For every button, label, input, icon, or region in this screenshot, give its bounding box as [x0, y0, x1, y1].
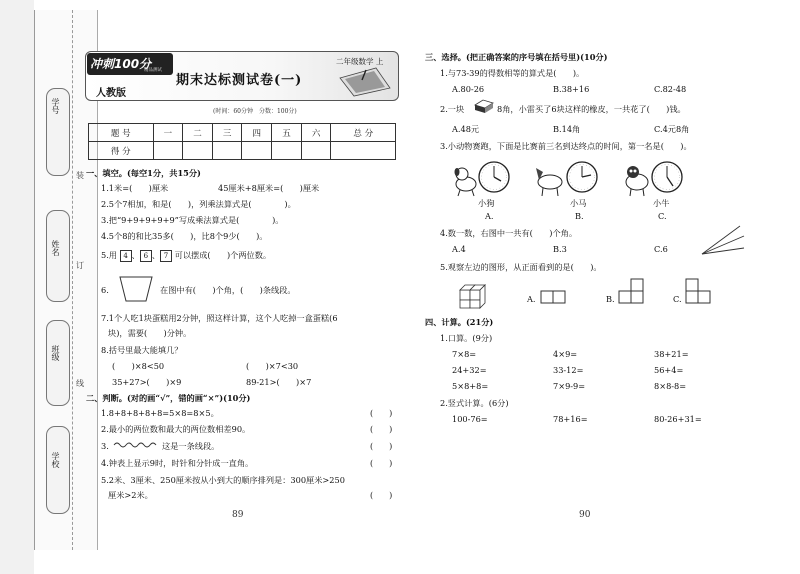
class-label: 班级 [51, 345, 60, 361]
answer-blank[interactable]: ( ) [370, 459, 393, 468]
animal-label-horse: 小马 [570, 198, 587, 208]
s1-q1-a: 1.1米=( )厘米 [101, 183, 169, 193]
score-cell[interactable] [301, 142, 331, 160]
s3-q5-opt-c: C. [673, 294, 682, 304]
s1-q4: 4.5个8的和比35多( )，比8个9少( )。 [101, 231, 268, 241]
s1-q5: 5.用 4 、 6 、 7 可以摆成( )个两位数。 [101, 250, 272, 260]
paper-title: 期末达标测试卷(一) [176, 73, 303, 88]
s2-item2: 2.最小的两位数和最大的两位数相差90。 [101, 424, 251, 434]
score-cell[interactable] [212, 142, 242, 160]
s2-item1: 1.8+8+8+8+8=5×8=8×5。 [101, 408, 219, 418]
answer-blank[interactable]: ( ) [370, 442, 393, 451]
edition-label: 人教版 [96, 88, 126, 99]
angle-rays-figure [700, 224, 746, 258]
s3-q4-opt-c: C.6 [654, 244, 668, 254]
name-tab [46, 210, 70, 302]
clock-dog-icon [477, 160, 511, 194]
animal-label-cow: 小牛 [653, 198, 670, 208]
student-id-label: 学号 [51, 98, 60, 114]
s3-q4: 4.数一数，右图中一共有( )个角。 [440, 228, 578, 238]
score-head-6: 六 [301, 124, 331, 142]
score-row-label: 得 分 [89, 142, 154, 160]
clock-horse-icon [565, 160, 599, 194]
s1-q8-item4: 89-21>( )×7 [246, 377, 312, 387]
s2-item3: 这是一条线段。 [162, 441, 220, 451]
s1-q5-suffix: 可以摆成( )个两位数。 [174, 250, 272, 260]
s3-q4-opt-a: A.4 [452, 244, 466, 254]
oral-item: 5×8+8= [452, 381, 489, 391]
score-cell[interactable] [272, 142, 302, 160]
score-cell[interactable] [153, 142, 183, 160]
s1-q8-item2: ( )×7<30 [246, 361, 299, 371]
s1-q8-item1: ( )×8<50 [112, 361, 165, 371]
s3-q1: 1.与73-39的得数相等的算式是( )。 [440, 68, 585, 78]
vertical-item: 100-76= [452, 414, 488, 424]
answer-blank[interactable]: ( ) [370, 491, 393, 500]
oral-item: 24+32= [452, 365, 487, 375]
left-margin [0, 0, 34, 574]
section-2-title: 二、判断。(对的画“√”，错的画“×”)(10分) [86, 393, 251, 403]
s3-q3-opt-b: B. [575, 211, 584, 221]
logo-subtext: 精品测试 [144, 68, 162, 73]
vertical-item: 78+16= [553, 414, 588, 424]
s1-q8-item3: 35+27>( )×9 [112, 377, 182, 387]
time-score-note: (时间：60分钟 分数：100分) [213, 108, 297, 115]
page-number-right: 90 [579, 510, 591, 520]
score-cell[interactable] [331, 142, 396, 160]
score-head-3: 三 [212, 124, 242, 142]
digit-card: 7 [160, 250, 172, 262]
oral-item: 38+21= [654, 349, 689, 359]
view-option-a [540, 290, 570, 304]
s2-item5-line2: 厘米>2米。 [108, 490, 153, 500]
score-table [88, 123, 396, 160]
grade-label: 二年级数学 上 [336, 57, 384, 66]
wavy-line-figure [113, 440, 159, 450]
score-cell[interactable] [183, 142, 213, 160]
oral-item: 33-12= [553, 365, 584, 375]
s3-q2: 8角，小雷买了6块这样的橡皮，一共花了( )钱。 [497, 104, 686, 114]
s3-q5: 5.观察左边的图形，从正面看到的是( )。 [440, 262, 602, 272]
section-4-title: 四、计算。(21分) [425, 317, 494, 327]
s1-q3: 3.把“9+9+9+9+9”写成乘法算式是( )。 [101, 215, 284, 225]
oral-item: 7×8= [452, 349, 477, 359]
vertical-calc-title: 2.竖式计算。(6分) [440, 398, 509, 408]
s3-q3-opt-c: C. [658, 211, 667, 221]
section-1-title: 一、填空。(每空1分，共15分) [86, 168, 201, 178]
eraser-icon [473, 98, 495, 114]
s3-q1-opt-c: C.82-48 [654, 84, 687, 94]
animal-label-dog: 小狗 [478, 198, 495, 208]
s3-q5-opt-b: B. [606, 294, 615, 304]
cut-line [72, 10, 73, 550]
seal-char-2: 订 [76, 261, 84, 270]
seal-char-1: 装 [76, 171, 84, 180]
trapezoid-figure [118, 274, 154, 304]
s3-q1-opt-b: B.38+16 [553, 84, 590, 94]
s1-q8: 8.括号里最大能填几？ [101, 345, 183, 355]
class-tab [46, 320, 70, 406]
s1-q6: 在图中有( )个角，( )条线段。 [160, 285, 296, 295]
answer-blank[interactable]: ( ) [370, 409, 393, 418]
vertical-item: 80-26+31= [654, 414, 702, 424]
s2-item5: 5.2米、3厘米、250厘米按从小到大的顺序排列是：300厘米>250 [101, 475, 345, 485]
s2-q3-number: 3. [101, 441, 109, 451]
score-cell[interactable] [242, 142, 272, 160]
s3-q3-opt-a: A. [485, 211, 494, 221]
s3-q2-opt-c: C.4元8角 [654, 124, 690, 134]
s1-q2: 2.5个7相加，和是( )，列乘法算式是( )。 [101, 199, 296, 209]
seal-char-3: 线 [76, 379, 84, 388]
s3-q5-opt-a: A. [527, 294, 536, 304]
oral-item: 56+4= [654, 365, 684, 375]
s3-q2-opt-b: B.14角 [553, 124, 581, 134]
school-tab [46, 426, 70, 514]
s1-q7-line2: 块)，需要( )分钟。 [108, 328, 192, 338]
s1-q5-prefix: 5.用 [101, 250, 117, 260]
logo-text: 冲刺100分 [90, 57, 152, 71]
score-head-7: 总 分 [331, 124, 396, 142]
s1-q1-b: 45厘米+8厘米=( )厘米 [218, 183, 320, 193]
view-option-c [685, 278, 715, 306]
s2-item4: 4.钟表上显示9时，时针和分针成一直角。 [101, 458, 254, 468]
s3-q1-opt-a: A.80-26 [452, 84, 485, 94]
digit-card: 6 [140, 250, 152, 262]
s3-q3: 3.小动物赛跑，下面是比赛前三名到达终点的时间，第一名是( )。 [440, 141, 692, 151]
oral-item: 4×9= [553, 349, 578, 359]
score-head-1: 一 [153, 124, 183, 142]
answer-blank[interactable]: ( ) [370, 425, 393, 434]
s3-q2-prefix: 2.一块 [440, 104, 465, 114]
s1-q7-line1: 7.1个人吃1块蛋糕用2分钟，照这样计算，这个人吃掉一盒蛋糕(6 [101, 313, 338, 323]
name-label: 姓名 [51, 240, 60, 256]
cube-stack-figure [456, 280, 500, 310]
page-number-left: 89 [232, 510, 244, 520]
s3-q4-opt-b: B.3 [553, 244, 567, 254]
score-head-2: 二 [183, 124, 213, 142]
school-label: 学校 [51, 452, 60, 468]
s1-q6-number: 6. [101, 285, 109, 295]
oral-calc-title: 1.口算。(9分) [440, 333, 493, 343]
score-head-5: 五 [272, 124, 302, 142]
tablet-illustration [336, 66, 392, 98]
view-option-b [618, 278, 648, 306]
oral-item: 8×8-8= [654, 381, 687, 391]
s3-q2-opt-a: A.48元 [452, 124, 480, 134]
oral-item: 7×9-9= [553, 381, 586, 391]
horse-icon [533, 160, 567, 198]
digit-card: 4 [120, 250, 132, 262]
clock-cow-icon [650, 160, 684, 194]
score-head-4: 四 [242, 124, 272, 142]
score-head-0: 题 号 [89, 124, 154, 142]
section-3-title: 三、选择。(把正确答案的序号填在括号里)(10分) [425, 52, 608, 62]
